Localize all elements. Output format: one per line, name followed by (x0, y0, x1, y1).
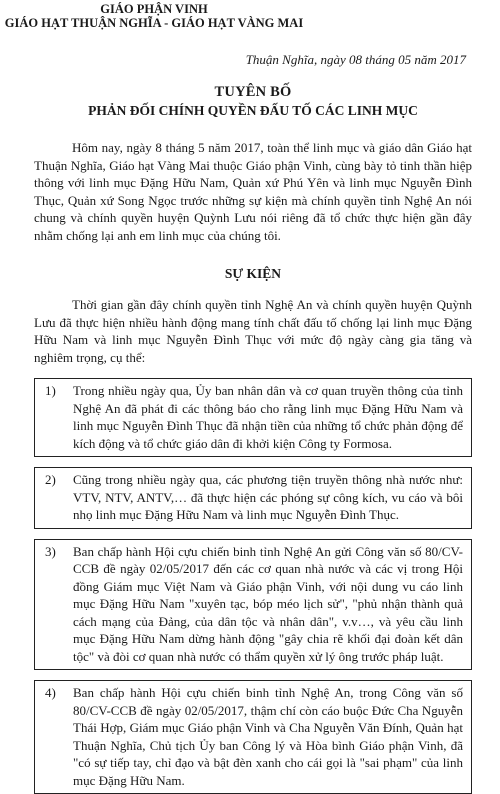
event-item (34, 539, 472, 671)
document-title: TUYÊN BỐ (214, 84, 292, 100)
intro-paragraph: Hôm nay, ngày 8 tháng 5 năm 2017, toàn thể linh mục và giáo dân Giáo hạt Thuận Nghĩa, Giáo hạt Vàng Mai thuộc Giáo phận Vinh, cùng bày tỏ tinh thần hiệp thông với linh mục Đặng Hữu Nam, Quản xứ Phú Yên và linh mục Nguyễn Đình Thục, Quản xứ Song Ngọc trước những sự kiện mà chính quyền tỉnh Nghệ An nói chung và chính quyền huyện Quỳnh Lưu nói riêng đã tổ chức thực hiện gần đây nhằm chống lại anh em linh mục của chúng tôi. (34, 140, 472, 243)
section-intro-paragraph: Thời gian gần đây chính quyền tỉnh Nghệ An và chính quyền huyện Quỳnh Lưu đã thực hiện nhiều hành động mang tính chất đấu tố chống lại linh mục Đặng Hữu Nam và linh mục Nguyễn Đình Thục với mức độ ngày càng gia tăng và nghiêm trọng, cụ thể: (34, 297, 472, 365)
event-text: Trong nhiều ngày qua, Ủy ban nhân dân và cơ quan truyền thông của tỉnh Nghệ An đã phát đi các thông báo cho rằng linh mục Đặng Hữu Nam và linh mục Nguyễn Đình Thục đã nhận tiền của những tổ chức phản động để kích động và tổ chức giáo dân đi khởi kiện Công ty Formosa. (73, 383, 463, 451)
events-list (34, 378, 472, 794)
event-text: Ban chấp hành Hội cựu chiến binh tỉnh Nghệ An gửi Công văn số 80/CV-CCB đề ngày 02/05/2017 đến các cơ quan nhà nước và các vị trong Hội đồng Giám mục Việt Nam và Giáo phận Vinh, với nội dung vu cáo linh mục Đặng Hữu Nam "xuyên tạc, bóp méo lịch sử", "phủ nhận thành quả cách mạng của Đảng, của dân tộc và nhân dân", v.v…, và yêu cầu linh mục Đặng Hữu Nam dừng hành động "gây chia rẽ khối đại đoàn kết dân tộc" và đòi cơ quan nhà nước có thẩm quyền xử lý ông trước pháp luật. (73, 543, 463, 664)
document-subtitle: PHẢN ĐỐI CHÍNH QUYỀN ĐẤU TỐ CÁC LINH MỤC (88, 103, 418, 118)
event-item (34, 680, 472, 794)
deaneries-header: GIÁO HẠT THUẬN NGHĨA - GIÁO HẠT VÀNG MAI (4, 16, 304, 30)
event-item (34, 378, 472, 457)
event-item (34, 467, 472, 529)
event-text: Ban chấp hành Hội cựu chiến binh tỉnh Nghệ An, trong Công văn số 80/CV-CCB đề ngày 02/05/2017, thậm chí còn cáo buộc Đức Cha Nguyễn Thái Hợp, Giám mục Giáo phận Vinh và Cha Nguyễn Văn Đính, Quản hạt Thuận Nghĩa, Chủ tịch Ủy ban Công lý và Hòa bình Giáo phận Vinh, đã "có sự tiếp tay, chỉ đạo và bật đèn xanh cho cái gọi là "sai phạm" của linh mục Đặng Hữu Nam. (73, 685, 463, 788)
event-number: 3) (45, 543, 56, 559)
event-number: 2) (45, 472, 56, 487)
event-text: Cũng trong nhiều ngày qua, các phương tiện truyền thông nhà nước như: VTV, NTV, ANTV,… đã thực hiện các phóng sự công kích, vu cáo và bôi nhọ linh mục Đặng Hữu Nam và linh mục Nguyễn Đình Thục. (73, 472, 463, 522)
date-line: Thuận Nghĩa, ngày 08 tháng 05 năm 2017 (245, 52, 466, 67)
event-number: 1) (45, 383, 56, 398)
section-heading: SỰ KIỆN (224, 266, 282, 281)
diocese-header: GIÁO PHẬN VINH (100, 2, 208, 16)
document-page (0, 2, 500, 788)
event-number: 4) (45, 685, 56, 700)
